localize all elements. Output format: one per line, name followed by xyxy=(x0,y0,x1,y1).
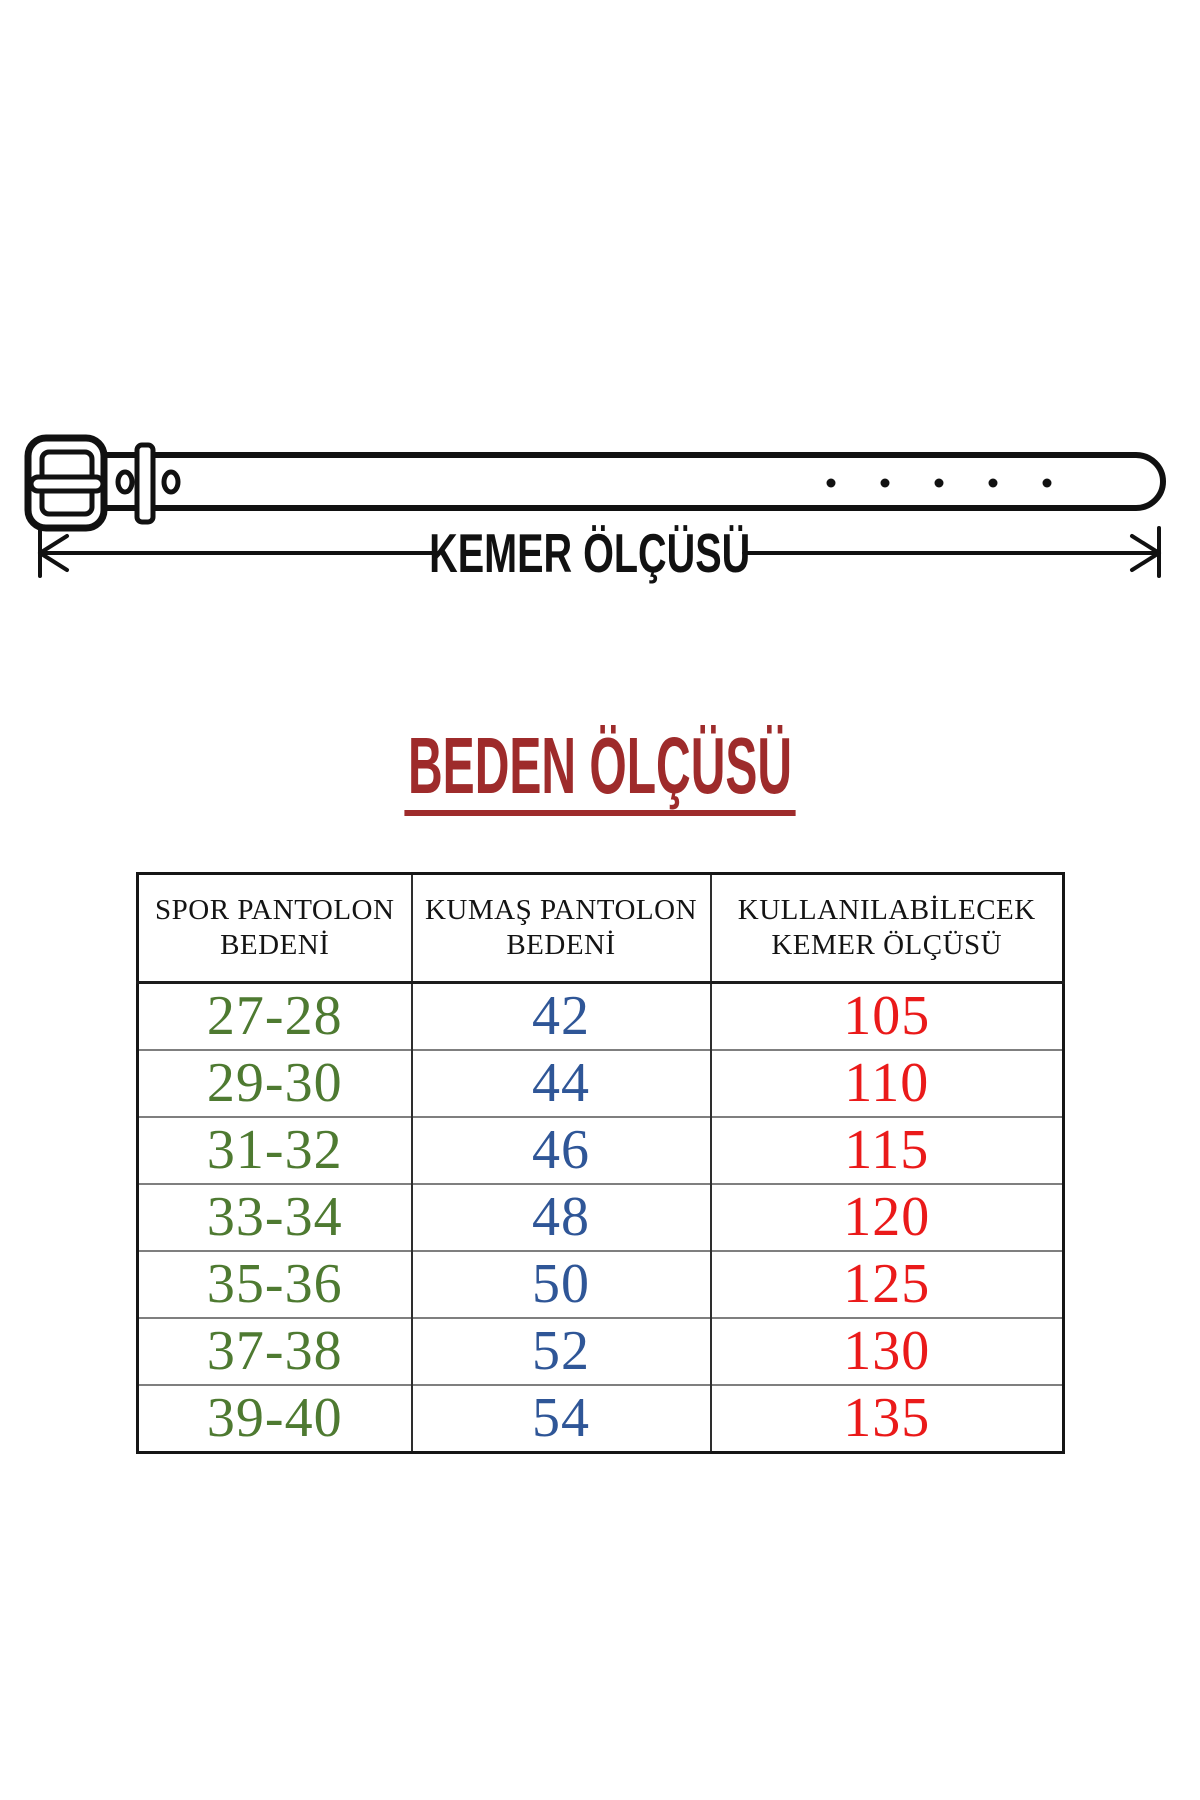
header-line: BEDENİ xyxy=(506,929,616,961)
belt-size-cell: 130 xyxy=(711,1318,1064,1385)
table-row xyxy=(138,1251,1064,1318)
header-line: KUMAŞ PANTOLON xyxy=(424,894,698,926)
sport-size-cell: 37-38 xyxy=(138,1318,412,1385)
fabric-size-cell: 42 xyxy=(412,983,711,1051)
table-row xyxy=(138,1050,1064,1117)
table-header-row xyxy=(138,874,1064,983)
fabric-size-cell: 44 xyxy=(412,1050,711,1117)
arrowhead-left-icon xyxy=(40,553,67,570)
header-line: BEDENİ xyxy=(220,929,330,961)
belt-size-cell: 110 xyxy=(711,1050,1064,1117)
sport-size-cell: 33-34 xyxy=(138,1184,412,1251)
belt-hole xyxy=(164,472,178,492)
belt-prong xyxy=(31,477,103,491)
belt-diagram xyxy=(0,360,1200,600)
table-row xyxy=(138,1385,1064,1453)
arrowhead-right-icon xyxy=(1132,553,1159,570)
sport-size-cell: 35-36 xyxy=(138,1251,412,1318)
arrowhead-left-icon xyxy=(40,536,67,553)
header-usable-belt-size xyxy=(711,874,1064,983)
belt-size-cell: 105 xyxy=(711,983,1064,1051)
belt-length-label: KEMER ÖLÇÜSÜ xyxy=(429,523,751,585)
arrowhead-right-icon xyxy=(1132,536,1159,553)
header-line: KULLANILABİLECEK xyxy=(737,894,1036,926)
sport-size-cell: 31-32 xyxy=(138,1117,412,1184)
fabric-size-cell: 52 xyxy=(412,1318,711,1385)
fabric-size-cell: 46 xyxy=(412,1117,711,1184)
header-line: SPOR PANTOLON xyxy=(155,894,395,926)
belt-size-cell: 120 xyxy=(711,1184,1064,1251)
table-row xyxy=(138,1117,1064,1184)
fabric-size-cell: 54 xyxy=(412,1385,711,1453)
belt-hole xyxy=(118,472,132,492)
header-line: KEMER ÖLÇÜSÜ xyxy=(771,929,1003,961)
belt-strap xyxy=(88,455,1163,508)
size-table xyxy=(136,872,1065,1454)
belt-size-cell: 115 xyxy=(711,1117,1064,1184)
belt-size-cell: 135 xyxy=(711,1385,1064,1453)
belt-keeper xyxy=(137,445,153,522)
page-title-text: BEDEN ÖLÇÜSÜ xyxy=(404,726,795,816)
page-title xyxy=(0,721,1200,816)
sport-size-cell: 29-30 xyxy=(138,1050,412,1117)
table-row xyxy=(138,1318,1064,1385)
sport-size-cell: 27-28 xyxy=(138,983,412,1051)
sport-size-cell: 39-40 xyxy=(138,1385,412,1453)
fabric-size-cell: 50 xyxy=(412,1251,711,1318)
table-row xyxy=(138,1184,1064,1251)
header-fabric-pants xyxy=(412,874,711,983)
header-sport-pants xyxy=(138,874,412,983)
table-row xyxy=(138,983,1064,1051)
fabric-size-cell: 48 xyxy=(412,1184,711,1251)
belt-size-cell: 125 xyxy=(711,1251,1064,1318)
